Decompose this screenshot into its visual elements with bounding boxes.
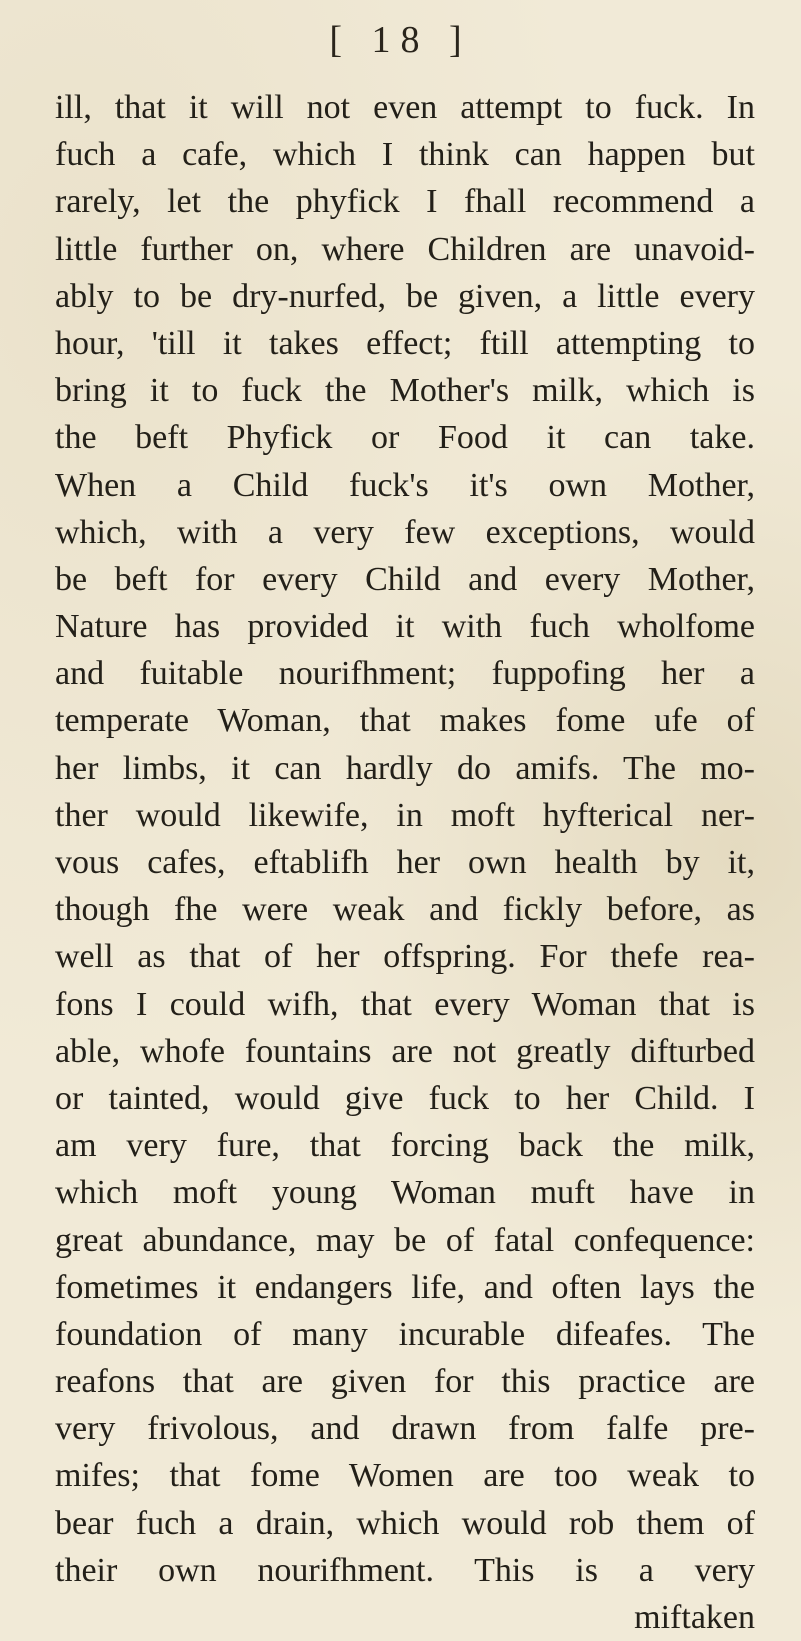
text-line: miftaken (634, 1599, 755, 1636)
text-line: bear fuch a drain, which would rob them of (55, 1504, 755, 1542)
text-line: which, with a very few exceptions, would (55, 513, 755, 551)
text-line: their own nourifhment. This is a very (55, 1551, 755, 1589)
text-line: fometimes it endangers life, and often lays the (55, 1268, 755, 1306)
text-line: little further on, where Children are unavoid- (55, 230, 755, 268)
text-line: able, whofe fountains are not greatly difturbed (55, 1032, 755, 1070)
text-line: which moft young Woman muft have in (55, 1174, 755, 1212)
text-line: ill, that it will not even attempt to fuck. In (55, 89, 755, 126)
body-text (55, 84, 755, 1641)
text-line: temperate Woman, that makes fome ufe of (55, 702, 755, 740)
text-line: though fhe were weak and fickly before, as (55, 891, 755, 929)
text-line: bring it to fuck the Mother's milk, which is (55, 372, 755, 410)
text-line: or tainted, would give fuck to her Child. I (55, 1079, 755, 1117)
text-line: fuch a cafe, which I think can happen but (55, 136, 755, 174)
text-line: When a Child fuck's it's own Mother, (55, 466, 755, 504)
text-line: be beft for every Child and every Mother, (55, 560, 755, 598)
text-line: hour, 'till it takes effect; ftill attempting to (55, 324, 755, 362)
text-line: ably to be dry-nurfed, be given, a little every (55, 277, 755, 315)
text-line: mifes; that fome Women are too weak to (55, 1457, 755, 1495)
text-line: am very fure, that forcing back the milk, (55, 1127, 755, 1165)
text-line: the beft Phyfick or Food it can take. (55, 419, 755, 457)
text-line: foundation of many incurable difeafes. The (55, 1315, 755, 1353)
text-line: rarely, let the phyfick I fhall recommend a (55, 183, 755, 221)
page-number: [ 18 ] (329, 19, 472, 61)
text-line: and fuitable nourifhment; fuppofing her a (55, 655, 755, 693)
text-line: great abundance, may be of fatal confequence: (55, 1221, 755, 1259)
text-line: fons I could wifh, that every Woman that is (55, 985, 755, 1023)
text-line: vous cafes, eftablifh her own health by it, (55, 844, 755, 881)
text-line: Nature has provided it with fuch wholfome (55, 608, 755, 646)
text-line: well as that of her offspring. For thefe rea- (55, 938, 755, 976)
text-line: very frivolous, and drawn from falfe pre- (55, 1410, 755, 1448)
text-line: ther would likewife, in moft hyfterical ner- (55, 796, 755, 834)
text-line: reafons that are given for this practice are (55, 1363, 755, 1401)
text-line: her limbs, it can hardly do amifs. The mo- (55, 749, 755, 787)
